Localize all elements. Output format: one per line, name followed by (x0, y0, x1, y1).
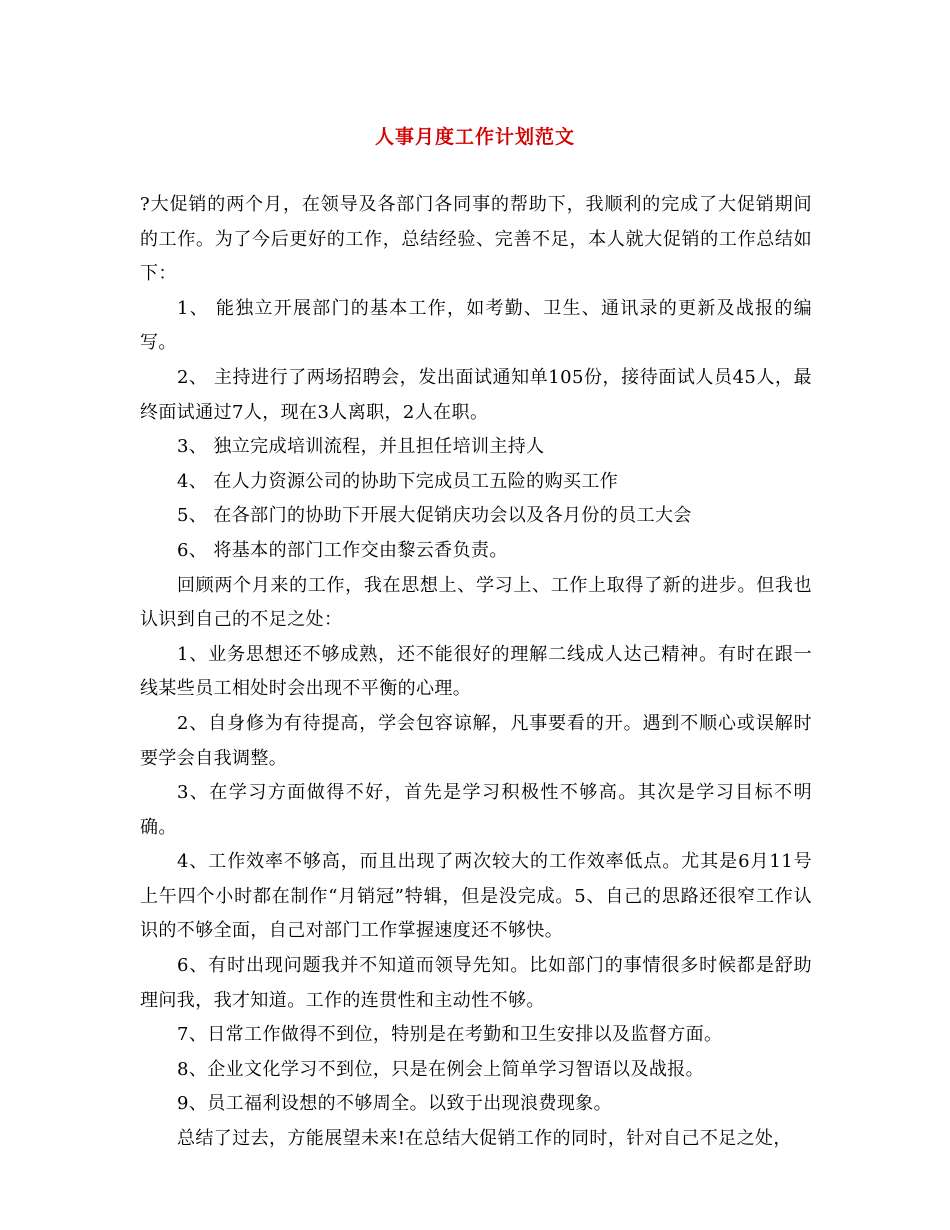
document-title: 人事月度工作计划范文 (374, 126, 575, 148)
paragraph-item: 6、 将基本的部门工作交由黎云香负责。 (177, 539, 508, 561)
paragraph-item: 1、 能独立开展部门的基本工作，如考勤、卫生、通讯录的更新及战报的编写。 (140, 297, 812, 354)
paragraph-item: 3、在学习方面做得不好，首先是学习积极性不够高。其次是学习目标不明确。 (140, 782, 812, 838)
paragraph-item: 7、日常工作做得不到位，特别是在考勤和卫生安排以及监督方面。 (177, 1024, 723, 1046)
paragraph-item: 6、有时出现问题我并不知道而领导先知。比如部门的事情很多时候都是舒助理问我，我才知道。工作的连贯性和主动性不够。 (140, 955, 812, 1011)
paragraph-item: 5、 在各部门的协助下开展大促销庆功会以及各月份的员工大会 (177, 505, 692, 527)
paragraph-intro: ?大促销的两个月，在领导及各部门各同事的帮助下，我顺利的完成了大促销期间的工作。为了今后更好的工作，总结经验、完善不足，本人就大促销的工作总结如下： (140, 194, 812, 285)
paragraph-item: 4、 在人力资源公司的协助下完成员工五险的购买工作 (177, 470, 619, 492)
paragraph-item: 4、工作效率不够高，而且出现了两次较大的工作效率低点。尤其是6月11号上午四个小时都在制作“月销冠”特辑，但是没完成。5、自己的思路还很窄工作认识的不够全面，自己对部门工作掌握速度还不够快。 (140, 851, 812, 942)
paragraph-item: 2、自身修为有待提高，学会包容谅解，凡事要看的开。遇到不顺心或误解时要学会自我调整。 (140, 712, 812, 769)
paragraph-item: 9、员工福利设想的不够周全。以致于出现浪费现象。 (177, 1093, 613, 1115)
paragraph-closing: 总结了过去，方能展望未来!在总结大促销工作的同时，针对自己不足之处， (177, 1128, 792, 1150)
paragraph-item: 1、业务思想还不够成熟，还不能很好的理解二线成人达己精神。有时在跟一线某些员工相处时会出现不平衡的心理。 (140, 643, 812, 700)
paragraph-item: 8、企业文化学习不到位，只是在例会上简单学习智语以及战报。 (177, 1058, 705, 1080)
paragraph-item: 2、 主持进行了两场招聘会，发出面试通知单105份，接待面试人员45人，最终面试通过7人，现在3人离职，2人在职。 (140, 366, 812, 423)
paragraph-item: 3、 独立完成培训流程，并且担任培训主持人 (177, 436, 545, 458)
paragraph-review: 回顾两个月来的工作，我在思想上、学习上、工作上取得了新的进步。但我也认识到自己的不足之处： (140, 574, 812, 631)
document-body (140, 188, 812, 1157)
